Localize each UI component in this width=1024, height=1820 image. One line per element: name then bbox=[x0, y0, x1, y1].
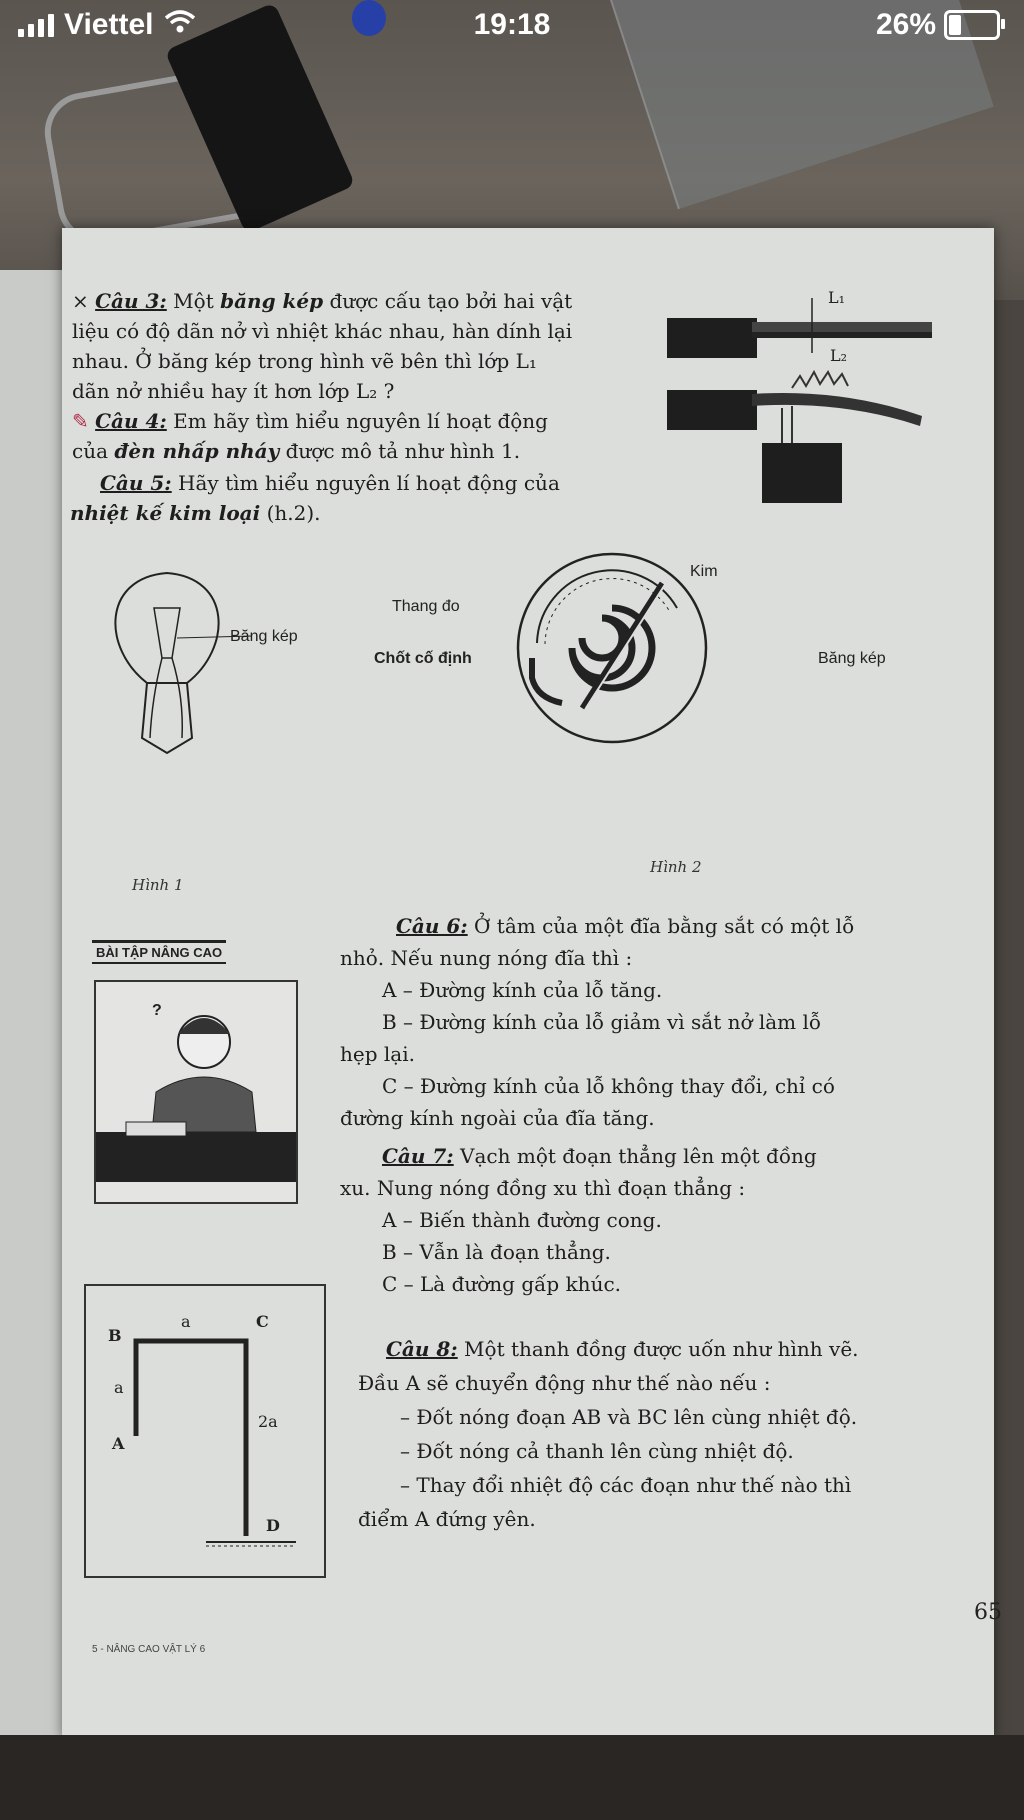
rod-point-c: C bbox=[256, 1312, 269, 1331]
q8-item-1: – Đốt nóng đoạn AB và BC lên cùng nhiệt độ. bbox=[400, 1405, 858, 1429]
fig2-bimetal-label: Băng kép bbox=[818, 650, 886, 667]
fig1-caption: Hình 1 bbox=[132, 876, 184, 894]
q5-line1: Hãy tìm hiểu nguyên lí hoạt động của bbox=[171, 471, 560, 495]
advanced-exercises-title: BÀI TẬP NÂNG CAO bbox=[92, 940, 226, 964]
fig1-bimetal-label: Băng kép bbox=[230, 628, 298, 645]
bottom-dark-area bbox=[0, 1735, 1024, 1820]
carrier-name: Viettel bbox=[64, 8, 154, 41]
book-page bbox=[62, 228, 1002, 1738]
q4-emphasis: đèn nhấp nháy bbox=[114, 439, 280, 463]
strip-l2-label: L₂ bbox=[830, 346, 848, 365]
question-7 bbox=[340, 1140, 980, 1300]
rod-length-left: a bbox=[114, 1378, 124, 1397]
metal-thermometer-figure bbox=[512, 548, 712, 748]
question-6 bbox=[340, 910, 980, 1134]
q6-option-a: A – Đường kính của lỗ tăng. bbox=[382, 978, 663, 1002]
rod-length-top: a bbox=[181, 1312, 191, 1331]
bent-rod-drawing bbox=[86, 1286, 324, 1576]
flasher-lamp-figure bbox=[92, 558, 252, 758]
page-number: 65 bbox=[974, 1600, 1002, 1625]
left-page-edge bbox=[0, 270, 70, 1740]
q5-line2: (h.2). bbox=[260, 501, 321, 525]
q7-option-c: C – Là đường gấp khúc. bbox=[382, 1272, 622, 1296]
status-bar bbox=[0, 0, 1024, 56]
q3-emphasis: băng kép bbox=[220, 289, 324, 313]
q3-line4: dãn nở nhiều hay ít hơn lớp L₂ ? bbox=[72, 379, 395, 403]
q4-line1: Em hãy tìm hiểu nguyên lí hoạt động bbox=[166, 409, 548, 433]
q6-option-c: C – Đường kính của lỗ không thay đổi, chỉ có bbox=[382, 1074, 835, 1098]
q3-line3: nhau. Ở băng kép trong hình vẽ bên thì lớp L₁ bbox=[72, 349, 537, 373]
page-footer: 5 - NÂNG CAO VẬT LÝ 6 bbox=[92, 1644, 206, 1655]
fig2-fixed-pin-label: Chốt cố định bbox=[374, 650, 472, 667]
q8-line2: Đầu A sẽ chuyển động như thế nào nếu : bbox=[358, 1371, 771, 1395]
q8-line1: Một thanh đồng được uốn như hình vẽ. bbox=[457, 1337, 859, 1361]
q8-item-3: – Thay đổi nhiệt độ các đoạn như thế nào thì bbox=[400, 1473, 852, 1497]
q4-line2: được mô tả như hình 1. bbox=[279, 439, 521, 463]
fig2-needle-label: Kim bbox=[690, 563, 718, 580]
q5-emphasis: nhiệt kế kim loại bbox=[70, 501, 261, 525]
q5-label: Câu 5: bbox=[100, 471, 172, 495]
q6-line1: Ở tâm của một đĩa bằng sắt có một lỗ bbox=[467, 914, 855, 938]
rod-point-a: A bbox=[112, 1434, 125, 1453]
question-mark: ? bbox=[152, 1002, 162, 1019]
question-3 bbox=[72, 286, 632, 406]
battery-fill bbox=[949, 15, 961, 35]
q7-option-b: B – Vẫn là đoạn thẳng. bbox=[382, 1240, 611, 1264]
question-4 bbox=[72, 406, 632, 466]
rod-point-d: D bbox=[266, 1516, 280, 1535]
status-time: 19:18 bbox=[473, 8, 551, 41]
q8-item-2: – Đốt nóng cả thanh lên cùng nhiệt độ. bbox=[400, 1439, 794, 1463]
q3-label: Câu 3: bbox=[95, 289, 167, 313]
q6-line2: nhỏ. Nếu nung nóng đĩa thì : bbox=[340, 946, 633, 970]
q3-line2: liệu có độ dãn nở vì nhiệt khác nhau, hàn dính lại bbox=[72, 319, 573, 343]
strip-l1-label: L₁ bbox=[828, 288, 846, 307]
fig2-scale-label: Thang đo bbox=[392, 598, 460, 615]
q3-line1: được cấu tạo bởi hai vật bbox=[323, 289, 573, 313]
q8-label: Câu 8: bbox=[386, 1337, 458, 1361]
question-8 bbox=[358, 1332, 988, 1536]
rod-length-right: 2a bbox=[258, 1412, 278, 1431]
q8-item-3-cont: điểm A đứng yên. bbox=[358, 1507, 536, 1531]
boy-drawing bbox=[96, 982, 296, 1202]
bent-rod-figure bbox=[84, 1284, 326, 1578]
battery-icon bbox=[944, 10, 1000, 40]
boy-illustration bbox=[94, 980, 298, 1204]
q6-option-b: B – Đường kính của lỗ giảm vì sắt nở làm lỗ bbox=[382, 1010, 822, 1034]
q6-label: Câu 6: bbox=[396, 914, 468, 938]
q4-label: Câu 4: bbox=[95, 409, 167, 433]
fig2-caption: Hình 2 bbox=[650, 858, 702, 876]
q4-prefix: của bbox=[72, 439, 115, 463]
rod-point-b: B bbox=[108, 1326, 122, 1345]
q6-option-b-cont: hẹp lại. bbox=[340, 1042, 415, 1066]
q3-text: Một bbox=[166, 289, 221, 313]
q6-option-c-cont: đường kính ngoài của đĩa tăng. bbox=[340, 1106, 655, 1130]
edit-mark-icon: ✎ bbox=[72, 409, 96, 433]
battery-percent: 26% bbox=[875, 8, 936, 41]
q7-line1: Vạch một đoạn thẳng lên một đồng bbox=[453, 1144, 817, 1168]
bimetal-strip-figure bbox=[662, 278, 972, 508]
q7-label: Câu 7: bbox=[382, 1144, 454, 1168]
q7-option-a: A – Biến thành đường cong. bbox=[382, 1208, 662, 1232]
bullet: × bbox=[72, 289, 96, 313]
q7-line2: xu. Nung nóng đồng xu thì đoạn thẳng : bbox=[340, 1176, 746, 1200]
status-right bbox=[876, 8, 1000, 42]
question-5 bbox=[70, 468, 630, 528]
